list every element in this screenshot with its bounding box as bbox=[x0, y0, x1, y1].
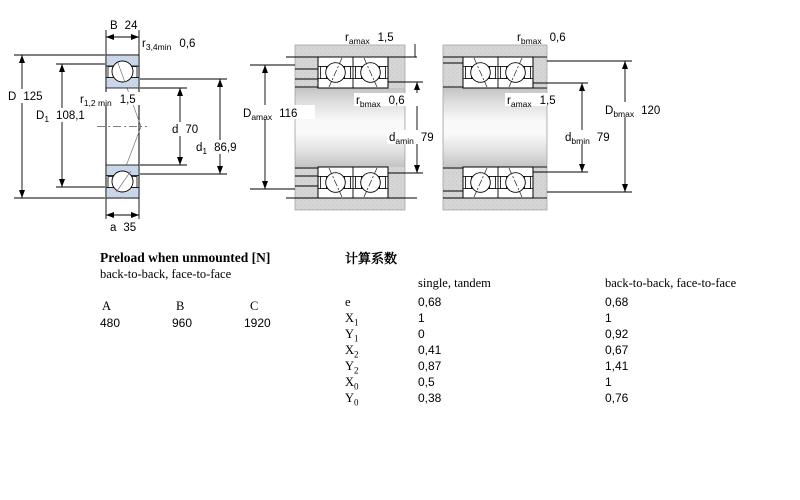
bearing-section-top bbox=[106, 55, 139, 88]
dim-B-label: B 24 bbox=[110, 20, 138, 32]
factor-value-single: 1 bbox=[418, 311, 425, 325]
factor-value-paired: 0,92 bbox=[605, 327, 629, 341]
fig-face-to-face-pair bbox=[443, 32, 667, 210]
factor-value-paired: 1,41 bbox=[605, 359, 629, 373]
dim-dbmin-label: $d_{bmin}$ 79 bbox=[565, 132, 610, 146]
factors-col-paired: back-to-back, face-to-face bbox=[605, 276, 737, 290]
ball bbox=[112, 61, 133, 82]
dim-r34-label: $r_{3,4min}$ 0,6 bbox=[142, 38, 196, 52]
dim-D1-label: $D_1$ 108,1 bbox=[36, 110, 85, 124]
preload-title: Preload when unmounted [N] bbox=[100, 250, 271, 265]
preload-value-row bbox=[100, 316, 340, 330]
preload-subtitle: back-to-back, face-to-face bbox=[100, 267, 232, 281]
dim-Damax-label: $D_{amax}$ 116 bbox=[243, 108, 298, 122]
factor-symbol: $Y_1$ bbox=[345, 327, 359, 344]
fig-single-bearing bbox=[6, 20, 242, 234]
factor-symbol: $Y_2$ bbox=[345, 359, 359, 376]
factors-row bbox=[345, 374, 795, 390]
factors-col-single-tandem: single, tandem bbox=[418, 276, 491, 290]
factor-symbol: $X_0$ bbox=[345, 375, 359, 392]
preload-col-header: C bbox=[250, 299, 259, 313]
factor-symbol: e bbox=[345, 295, 351, 309]
factor-value-single: 0,41 bbox=[418, 343, 442, 357]
factors-row bbox=[345, 342, 795, 358]
factor-value-single: 0 bbox=[418, 327, 425, 341]
preload-header-row bbox=[100, 299, 340, 314]
preload-table bbox=[100, 250, 340, 330]
factor-value-paired: 0,68 bbox=[605, 295, 629, 309]
factors-row bbox=[345, 390, 795, 406]
dim-rbmax-label: $r_{bmax}$ 0,6 bbox=[356, 95, 405, 109]
factor-symbol: $Y_0$ bbox=[345, 391, 359, 408]
factor-value-paired: 0,67 bbox=[605, 343, 629, 357]
factors-row bbox=[345, 310, 795, 326]
factor-value-single: 0,87 bbox=[418, 359, 442, 373]
factor-value-paired: 0,76 bbox=[605, 391, 629, 405]
factor-value-paired: 1 bbox=[605, 375, 612, 389]
factor-value-single: 0,68 bbox=[418, 295, 442, 309]
bearing-section-bottom bbox=[106, 165, 139, 198]
dim-ramax-label: $r_{amax}$ 1,5 bbox=[507, 95, 556, 109]
fig2-bearing-pair-bottom bbox=[318, 167, 388, 198]
fig3-bearing-pair-top bbox=[463, 57, 533, 88]
dim-d1-label: $d_1$ 86,9 bbox=[196, 142, 237, 156]
fig3-bearing-pair-bottom bbox=[463, 167, 533, 198]
technical-drawing bbox=[0, 0, 800, 245]
fig-back-to-back-pair bbox=[241, 32, 445, 210]
factor-value-single: 0,5 bbox=[418, 375, 435, 389]
preload-col-header: B bbox=[176, 299, 185, 313]
preload-value: 1920 bbox=[244, 316, 271, 330]
fig2-bearing-pair-top bbox=[318, 57, 388, 88]
ball bbox=[112, 171, 133, 192]
dim-a-label: a 35 bbox=[110, 222, 137, 234]
fig3-dimension-lines bbox=[533, 61, 632, 192]
factors-row bbox=[345, 294, 795, 310]
preload-col-header: A bbox=[102, 299, 112, 313]
dim-D-label: D 125 bbox=[8, 91, 43, 103]
dim-Dbmax-label: $D_{bmax}$ 120 bbox=[605, 105, 661, 119]
factor-symbol: $X_2$ bbox=[345, 343, 359, 360]
dim-r12-label: $r_{1,2 min}$ 1,5 bbox=[80, 94, 136, 108]
factor-value-single: 0,38 bbox=[418, 391, 442, 405]
factor-value-paired: 1 bbox=[605, 311, 612, 325]
dim-d-label: d 70 bbox=[172, 124, 199, 136]
factors-row bbox=[345, 326, 795, 342]
factors-header-row bbox=[345, 276, 795, 291]
preload-value: 480 bbox=[100, 316, 121, 330]
dim-damin-label: $d_{amin}$ 79 bbox=[389, 132, 434, 146]
factors-rows bbox=[345, 294, 795, 406]
preload-value: 960 bbox=[172, 316, 193, 330]
factors-header-spacer bbox=[345, 276, 418, 291]
factor-symbol: $X_1$ bbox=[345, 311, 359, 328]
calculation-factors-table bbox=[345, 248, 795, 406]
factors-title: 计算系数 bbox=[345, 251, 398, 266]
factors-row bbox=[345, 358, 795, 374]
dim-ramax-label: $r_{amax}$ 1,5 bbox=[345, 32, 394, 46]
dim-rbmax-label: $r_{bmax}$ 0,6 bbox=[517, 32, 566, 46]
